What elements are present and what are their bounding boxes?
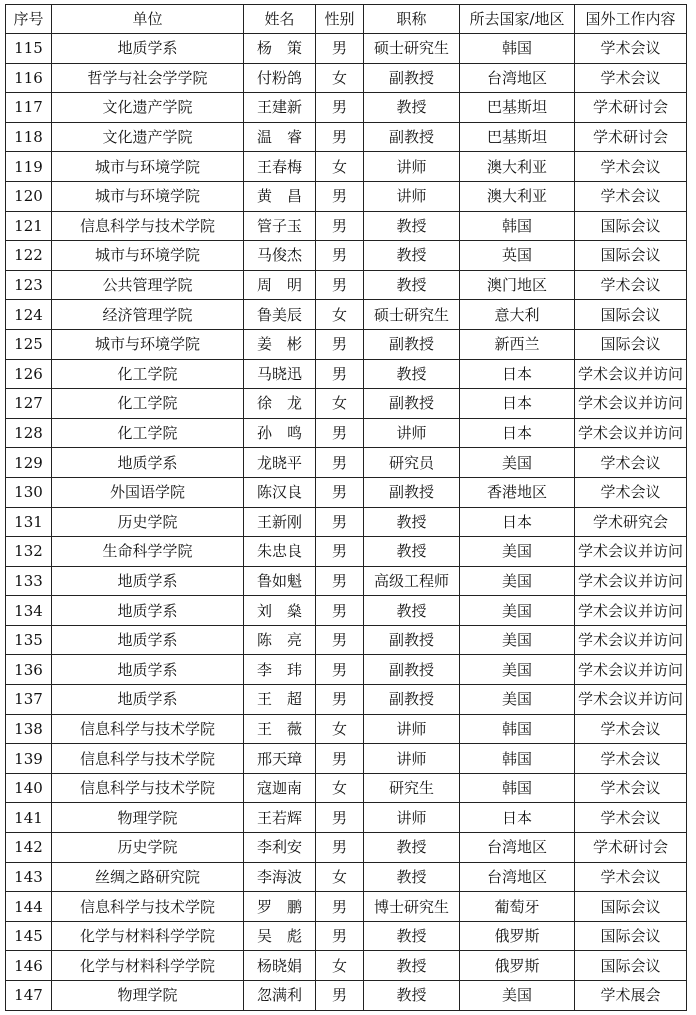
cell-title: 研究员 <box>364 448 460 478</box>
cell-gender: 男 <box>316 418 364 448</box>
cell-title: 教授 <box>364 862 460 892</box>
cell-destination: 俄罗斯 <box>460 921 575 951</box>
cell-work-content: 国际会议 <box>575 300 687 330</box>
cell-destination: 俄罗斯 <box>460 951 575 981</box>
cell-unit: 化学与材料科学学院 <box>52 951 244 981</box>
cell-title: 副教授 <box>364 122 460 152</box>
cell-name: 王 超 <box>244 685 316 715</box>
cell-title: 讲师 <box>364 714 460 744</box>
table-row <box>6 122 687 152</box>
cell-gender: 男 <box>316 537 364 567</box>
cell-work-content: 学术会议并访问 <box>575 418 687 448</box>
cell-index: 126 <box>6 359 52 389</box>
cell-gender: 男 <box>316 211 364 241</box>
cell-work-content: 学术会议并访问 <box>575 566 687 596</box>
cell-name: 邢天璋 <box>244 744 316 774</box>
cell-gender: 男 <box>316 477 364 507</box>
cell-gender: 女 <box>316 63 364 93</box>
cell-name: 孙 鸣 <box>244 418 316 448</box>
cell-index: 130 <box>6 477 52 507</box>
cell-gender: 男 <box>316 655 364 685</box>
cell-name: 李 玮 <box>244 655 316 685</box>
cell-gender: 男 <box>316 122 364 152</box>
cell-destination: 美国 <box>460 596 575 626</box>
cell-destination: 美国 <box>460 448 575 478</box>
cell-name: 鲁美辰 <box>244 300 316 330</box>
table-row <box>6 655 687 685</box>
cell-name: 罗 鹏 <box>244 892 316 922</box>
table-row <box>6 270 687 300</box>
cell-gender: 女 <box>316 951 364 981</box>
cell-destination: 葡萄牙 <box>460 892 575 922</box>
cell-gender: 男 <box>316 981 364 1011</box>
cell-unit: 信息科学与技术学院 <box>52 892 244 922</box>
cell-work-content: 学术会议 <box>575 270 687 300</box>
cell-index: 145 <box>6 921 52 951</box>
cell-name: 周 明 <box>244 270 316 300</box>
cell-work-content: 学术研究会 <box>575 507 687 537</box>
table-row <box>6 181 687 211</box>
cell-unit: 历史学院 <box>52 507 244 537</box>
cell-name: 鲁如魁 <box>244 566 316 596</box>
cell-title: 讲师 <box>364 181 460 211</box>
cell-name: 温 睿 <box>244 122 316 152</box>
cell-gender: 男 <box>316 93 364 123</box>
cell-destination: 韩国 <box>460 744 575 774</box>
cell-title: 教授 <box>364 93 460 123</box>
cell-work-content: 学术会议并访问 <box>575 625 687 655</box>
header-index: 序号 <box>6 5 52 34</box>
cell-title: 副教授 <box>364 625 460 655</box>
table-row <box>6 833 687 863</box>
cell-name: 刘 燊 <box>244 596 316 626</box>
cell-title: 教授 <box>364 211 460 241</box>
cell-destination: 美国 <box>460 625 575 655</box>
table-row <box>6 359 687 389</box>
header-unit: 单位 <box>52 5 244 34</box>
cell-unit: 地质学系 <box>52 596 244 626</box>
cell-destination: 美国 <box>460 566 575 596</box>
table-row <box>6 921 687 951</box>
cell-unit: 城市与环境学院 <box>52 152 244 182</box>
cell-unit: 地质学系 <box>52 34 244 64</box>
table-row <box>6 744 687 774</box>
table-row <box>6 892 687 922</box>
cell-title: 教授 <box>364 596 460 626</box>
cell-work-content: 国际会议 <box>575 892 687 922</box>
table-row <box>6 714 687 744</box>
cell-title: 教授 <box>364 359 460 389</box>
cell-gender: 男 <box>316 34 364 64</box>
cell-destination: 美国 <box>460 655 575 685</box>
cell-index: 139 <box>6 744 52 774</box>
cell-destination: 日本 <box>460 389 575 419</box>
cell-name: 王若辉 <box>244 803 316 833</box>
cell-index: 120 <box>6 181 52 211</box>
cell-title: 博士研究生 <box>364 892 460 922</box>
table-body <box>6 34 687 1011</box>
cell-index: 141 <box>6 803 52 833</box>
cell-title: 副教授 <box>364 685 460 715</box>
cell-title: 讲师 <box>364 152 460 182</box>
cell-name: 王新刚 <box>244 507 316 537</box>
cell-name: 马晓迅 <box>244 359 316 389</box>
cell-gender: 女 <box>316 862 364 892</box>
cell-gender: 男 <box>316 685 364 715</box>
cell-gender: 男 <box>316 241 364 271</box>
cell-index: 117 <box>6 93 52 123</box>
cell-work-content: 学术会议并访问 <box>575 359 687 389</box>
cell-name: 忽满利 <box>244 981 316 1011</box>
cell-work-content: 学术会议 <box>575 448 687 478</box>
table-row <box>6 389 687 419</box>
cell-name: 王春梅 <box>244 152 316 182</box>
cell-unit: 化工学院 <box>52 418 244 448</box>
cell-unit: 物理学院 <box>52 981 244 1011</box>
cell-destination: 韩国 <box>460 211 575 241</box>
table-row <box>6 418 687 448</box>
cell-unit: 信息科学与技术学院 <box>52 714 244 744</box>
cell-unit: 哲学与社会学学院 <box>52 63 244 93</box>
table-row <box>6 803 687 833</box>
cell-unit: 物理学院 <box>52 803 244 833</box>
cell-index: 137 <box>6 685 52 715</box>
cell-title: 副教授 <box>364 477 460 507</box>
cell-title: 副教授 <box>364 63 460 93</box>
cell-destination: 澳大利亚 <box>460 181 575 211</box>
cell-index: 129 <box>6 448 52 478</box>
cell-destination: 韩国 <box>460 773 575 803</box>
cell-gender: 女 <box>316 389 364 419</box>
cell-title: 讲师 <box>364 803 460 833</box>
cell-name: 龙晓平 <box>244 448 316 478</box>
cell-destination: 韩国 <box>460 714 575 744</box>
cell-work-content: 学术会议 <box>575 181 687 211</box>
table-row <box>6 477 687 507</box>
cell-destination: 澳大利亚 <box>460 152 575 182</box>
cell-unit: 外国语学院 <box>52 477 244 507</box>
cell-work-content: 国际会议 <box>575 211 687 241</box>
cell-gender: 男 <box>316 448 364 478</box>
cell-unit: 地质学系 <box>52 655 244 685</box>
cell-index: 142 <box>6 833 52 863</box>
cell-destination: 台湾地区 <box>460 862 575 892</box>
cell-destination: 巴基斯坦 <box>460 93 575 123</box>
cell-index: 128 <box>6 418 52 448</box>
cell-index: 121 <box>6 211 52 241</box>
header-work-content: 国外工作内容 <box>575 5 687 34</box>
cell-unit: 丝绸之路研究院 <box>52 862 244 892</box>
table-row <box>6 625 687 655</box>
cell-work-content: 学术会议并访问 <box>575 596 687 626</box>
cell-destination: 美国 <box>460 537 575 567</box>
cell-gender: 女 <box>316 773 364 803</box>
cell-work-content: 学术会议 <box>575 63 687 93</box>
header-name: 姓名 <box>244 5 316 34</box>
cell-unit: 历史学院 <box>52 833 244 863</box>
cell-gender: 男 <box>316 181 364 211</box>
header-destination: 所去国家/地区 <box>460 5 575 34</box>
cell-title: 教授 <box>364 921 460 951</box>
table-row <box>6 773 687 803</box>
cell-destination: 澳门地区 <box>460 270 575 300</box>
cell-gender: 男 <box>316 566 364 596</box>
cell-work-content: 学术会议并访问 <box>575 537 687 567</box>
table-row <box>6 63 687 93</box>
cell-gender: 女 <box>316 152 364 182</box>
cell-title: 副教授 <box>364 329 460 359</box>
cell-title: 教授 <box>364 241 460 271</box>
cell-index: 119 <box>6 152 52 182</box>
cell-unit: 信息科学与技术学院 <box>52 773 244 803</box>
cell-title: 讲师 <box>364 418 460 448</box>
cell-name: 付粉鸽 <box>244 63 316 93</box>
table-row <box>6 448 687 478</box>
cell-destination: 美国 <box>460 981 575 1011</box>
cell-gender: 男 <box>316 833 364 863</box>
header-gender: 性别 <box>316 5 364 34</box>
header-title: 职称 <box>364 5 460 34</box>
cell-title: 副教授 <box>364 655 460 685</box>
table-row <box>6 981 687 1011</box>
table-row <box>6 211 687 241</box>
cell-unit: 化学与材料科学学院 <box>52 921 244 951</box>
cell-unit: 信息科学与技术学院 <box>52 211 244 241</box>
cell-title: 硕士研究生 <box>364 34 460 64</box>
cell-index: 138 <box>6 714 52 744</box>
cell-destination: 新西兰 <box>460 329 575 359</box>
cell-index: 136 <box>6 655 52 685</box>
cell-title: 研究生 <box>364 773 460 803</box>
cell-gender: 男 <box>316 892 364 922</box>
staff-travel-table <box>5 4 687 1011</box>
cell-index: 143 <box>6 862 52 892</box>
cell-index: 122 <box>6 241 52 271</box>
cell-name: 寇迦南 <box>244 773 316 803</box>
cell-work-content: 学术展会 <box>575 981 687 1011</box>
cell-name: 马俊杰 <box>244 241 316 271</box>
table-row <box>6 862 687 892</box>
cell-work-content: 学术会议 <box>575 862 687 892</box>
cell-unit: 文化遗产学院 <box>52 122 244 152</box>
cell-index: 134 <box>6 596 52 626</box>
table-row <box>6 241 687 271</box>
cell-unit: 化工学院 <box>52 359 244 389</box>
cell-title: 教授 <box>364 833 460 863</box>
cell-unit: 城市与环境学院 <box>52 241 244 271</box>
cell-index: 132 <box>6 537 52 567</box>
cell-work-content: 学术研讨会 <box>575 93 687 123</box>
cell-work-content: 学术会议并访问 <box>575 389 687 419</box>
cell-work-content: 国际会议 <box>575 329 687 359</box>
cell-work-content: 学术会议 <box>575 803 687 833</box>
cell-destination: 台湾地区 <box>460 833 575 863</box>
cell-gender: 男 <box>316 921 364 951</box>
table-row <box>6 566 687 596</box>
table-row <box>6 507 687 537</box>
cell-work-content: 国际会议 <box>575 921 687 951</box>
cell-name: 李海波 <box>244 862 316 892</box>
cell-gender: 女 <box>316 300 364 330</box>
cell-gender: 女 <box>316 714 364 744</box>
cell-unit: 经济管理学院 <box>52 300 244 330</box>
cell-index: 124 <box>6 300 52 330</box>
cell-gender: 男 <box>316 596 364 626</box>
cell-name: 吴 彪 <box>244 921 316 951</box>
cell-title: 教授 <box>364 951 460 981</box>
cell-title: 教授 <box>364 981 460 1011</box>
cell-destination: 美国 <box>460 685 575 715</box>
cell-title: 教授 <box>364 507 460 537</box>
table-row <box>6 152 687 182</box>
table-row <box>6 300 687 330</box>
cell-title: 讲师 <box>364 744 460 774</box>
cell-destination: 日本 <box>460 359 575 389</box>
cell-gender: 男 <box>316 625 364 655</box>
cell-gender: 男 <box>316 359 364 389</box>
cell-index: 135 <box>6 625 52 655</box>
cell-name: 杨晓娟 <box>244 951 316 981</box>
cell-unit: 城市与环境学院 <box>52 181 244 211</box>
cell-index: 123 <box>6 270 52 300</box>
cell-index: 118 <box>6 122 52 152</box>
cell-work-content: 学术会议并访问 <box>575 685 687 715</box>
cell-name: 陈汉良 <box>244 477 316 507</box>
cell-gender: 男 <box>316 329 364 359</box>
cell-index: 140 <box>6 773 52 803</box>
cell-work-content: 学术会议并访问 <box>575 655 687 685</box>
cell-index: 131 <box>6 507 52 537</box>
cell-unit: 公共管理学院 <box>52 270 244 300</box>
cell-destination: 意大利 <box>460 300 575 330</box>
table-row <box>6 685 687 715</box>
cell-unit: 地质学系 <box>52 566 244 596</box>
cell-title: 副教授 <box>364 389 460 419</box>
cell-destination: 香港地区 <box>460 477 575 507</box>
cell-name: 姜 彬 <box>244 329 316 359</box>
table-row <box>6 596 687 626</box>
cell-name: 黄 昌 <box>244 181 316 211</box>
cell-work-content: 国际会议 <box>575 241 687 271</box>
cell-work-content: 学术会议 <box>575 714 687 744</box>
cell-destination: 台湾地区 <box>460 63 575 93</box>
cell-title: 硕士研究生 <box>364 300 460 330</box>
cell-work-content: 学术研讨会 <box>575 833 687 863</box>
cell-work-content: 学术会议 <box>575 744 687 774</box>
cell-index: 116 <box>6 63 52 93</box>
cell-destination: 日本 <box>460 418 575 448</box>
cell-index: 144 <box>6 892 52 922</box>
cell-work-content: 国际会议 <box>575 951 687 981</box>
cell-gender: 男 <box>316 507 364 537</box>
cell-destination: 韩国 <box>460 34 575 64</box>
cell-index: 146 <box>6 951 52 981</box>
cell-unit: 城市与环境学院 <box>52 329 244 359</box>
cell-unit: 信息科学与技术学院 <box>52 744 244 774</box>
cell-destination: 巴基斯坦 <box>460 122 575 152</box>
cell-gender: 男 <box>316 803 364 833</box>
cell-index: 147 <box>6 981 52 1011</box>
cell-name: 王 薇 <box>244 714 316 744</box>
cell-name: 徐 龙 <box>244 389 316 419</box>
cell-name: 陈 亮 <box>244 625 316 655</box>
cell-name: 朱忠良 <box>244 537 316 567</box>
cell-unit: 地质学系 <box>52 448 244 478</box>
cell-index: 115 <box>6 34 52 64</box>
cell-gender: 男 <box>316 270 364 300</box>
cell-name: 杨 策 <box>244 34 316 64</box>
cell-work-content: 学术会议 <box>575 152 687 182</box>
cell-name: 李利安 <box>244 833 316 863</box>
cell-title: 教授 <box>364 537 460 567</box>
table-row <box>6 951 687 981</box>
table-row <box>6 537 687 567</box>
table-row <box>6 93 687 123</box>
table-row <box>6 34 687 64</box>
cell-work-content: 学术会议 <box>575 477 687 507</box>
cell-work-content: 学术会议 <box>575 773 687 803</box>
table-header-row <box>6 5 687 34</box>
cell-title: 高级工程师 <box>364 566 460 596</box>
cell-destination: 日本 <box>460 507 575 537</box>
cell-index: 127 <box>6 389 52 419</box>
table-row <box>6 329 687 359</box>
cell-unit: 地质学系 <box>52 625 244 655</box>
cell-unit: 化工学院 <box>52 389 244 419</box>
cell-unit: 文化遗产学院 <box>52 93 244 123</box>
cell-unit: 生命科学学院 <box>52 537 244 567</box>
cell-name: 王建新 <box>244 93 316 123</box>
cell-unit: 地质学系 <box>52 685 244 715</box>
cell-index: 125 <box>6 329 52 359</box>
cell-work-content: 学术研讨会 <box>575 122 687 152</box>
cell-destination: 日本 <box>460 803 575 833</box>
cell-title: 教授 <box>364 270 460 300</box>
cell-work-content: 学术会议 <box>575 34 687 64</box>
cell-name: 管子玉 <box>244 211 316 241</box>
cell-destination: 英国 <box>460 241 575 271</box>
cell-index: 133 <box>6 566 52 596</box>
cell-gender: 男 <box>316 744 364 774</box>
